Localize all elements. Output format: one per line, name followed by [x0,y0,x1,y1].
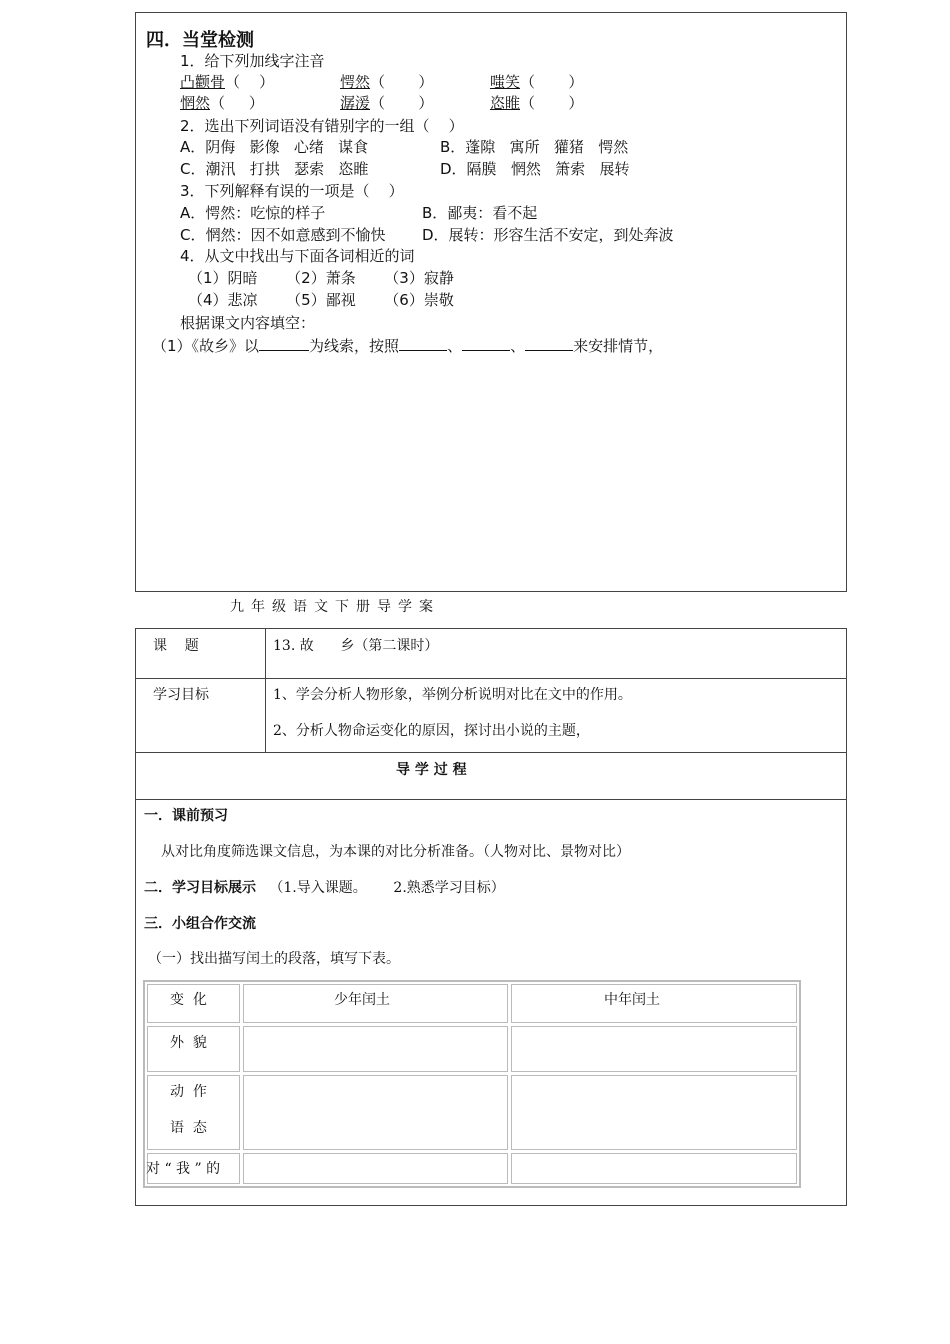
part2-line: 二．学习目标展示 （1.导入课题。 2.熟悉学习目标） [144,880,505,896]
option-b: B．鄙夷：看不起 [422,204,538,222]
fill-blank[interactable] [525,336,573,351]
row-label: 语 态 [170,1120,207,1136]
word-list-row: （4）悲凉 （5）鄙视 （6）崇敬 [188,291,454,309]
pinyin-item: 嗤笑（ ） [490,73,584,91]
fill-line: （1）《故乡》以 为线索，按照 、 、 来安排情节， [152,337,664,355]
option-c: C．惘然：因不如意感到不愉快 [180,226,386,244]
word-list-row: （1）阴暗 （2）萧条 （3）寂静 [188,269,454,287]
table-cell[interactable] [243,1026,508,1072]
option-d: D．隔膜 惘然 箫索 展转 [440,160,630,178]
divider [135,752,847,753]
table-cell[interactable] [243,1075,508,1150]
question-4: 4．从文中找出与下面各词相近的词 [180,247,415,265]
table-header: 少年闰土 [334,992,390,1008]
part3-title: 三．小组合作交流 [144,916,256,932]
row-label: 对 “ 我 ” 的 [146,1161,221,1177]
pinyin-item: 恣睢（ ） [490,94,584,112]
option-c: C．潮汛 打拱 瑟索 恣睢 [180,160,369,178]
part3-sub: （一）找出描写闰土的段落，填写下表。 [148,951,400,967]
row-label: 外 貌 [170,1035,207,1051]
table-cell[interactable] [511,1153,797,1184]
fill-blank[interactable] [259,336,309,351]
fill-title: 根据课文内容填空： [180,314,316,332]
option-a: A．愕然：吃惊的样子 [180,204,326,222]
question-1: 1．给下列加线字注音 [180,52,325,70]
table-header: 变 化 [170,992,207,1008]
pinyin-item: 愕然（ ） [340,73,434,91]
table-cell[interactable] [511,1075,797,1150]
page-caption: 九年级语文下册导学案 [230,599,440,615]
option-b: B．蓬隙 寓所 獾猪 愕然 [440,138,629,156]
pinyin-item: 惘然（ ） [180,94,264,112]
goal-item: 2、分析人物命运变化的原因，探讨出小说的主题， [273,723,590,739]
goal-item: 1、学会分析人物形象，举例分析说明对比在文中的作用。 [273,687,632,703]
fill-blank[interactable] [462,336,510,351]
section-title: 四．当堂检测 [146,30,254,51]
fill-blank[interactable] [399,336,447,351]
goal-label: 学习目标 [153,687,209,703]
table-cell[interactable] [511,1026,797,1072]
divider [135,678,847,679]
divider [265,628,266,752]
pinyin-item: 潺湲（ ） [340,94,434,112]
part1-text: 从对比角度筛选课文信息，为本课的对比分析准备。（人物对比、景物对比） [161,844,630,860]
topic-value: 13. 故 乡（第二课时） [273,638,439,654]
table-header: 中年闰土 [604,992,660,1008]
row-label: 动 作 [170,1084,207,1100]
part1-title: 一．课前预习 [144,808,228,824]
option-d: D．展转：形容生活不安定，到处奔波 [422,226,674,244]
question-2: 2．选出下列词语没有错别字的一组（ ） [180,117,464,135]
pinyin-item: 凸颧骨（ ） [180,73,275,91]
question-3: 3．下列解释有误的一项是（ ） [180,182,404,200]
option-a: A．阴侮 影像 心绪 谋食 [180,138,369,156]
divider [135,799,847,800]
process-title: 导 学 过 程 [396,762,467,778]
table-cell[interactable] [243,1153,508,1184]
topic-label: 课 题 [153,638,199,654]
